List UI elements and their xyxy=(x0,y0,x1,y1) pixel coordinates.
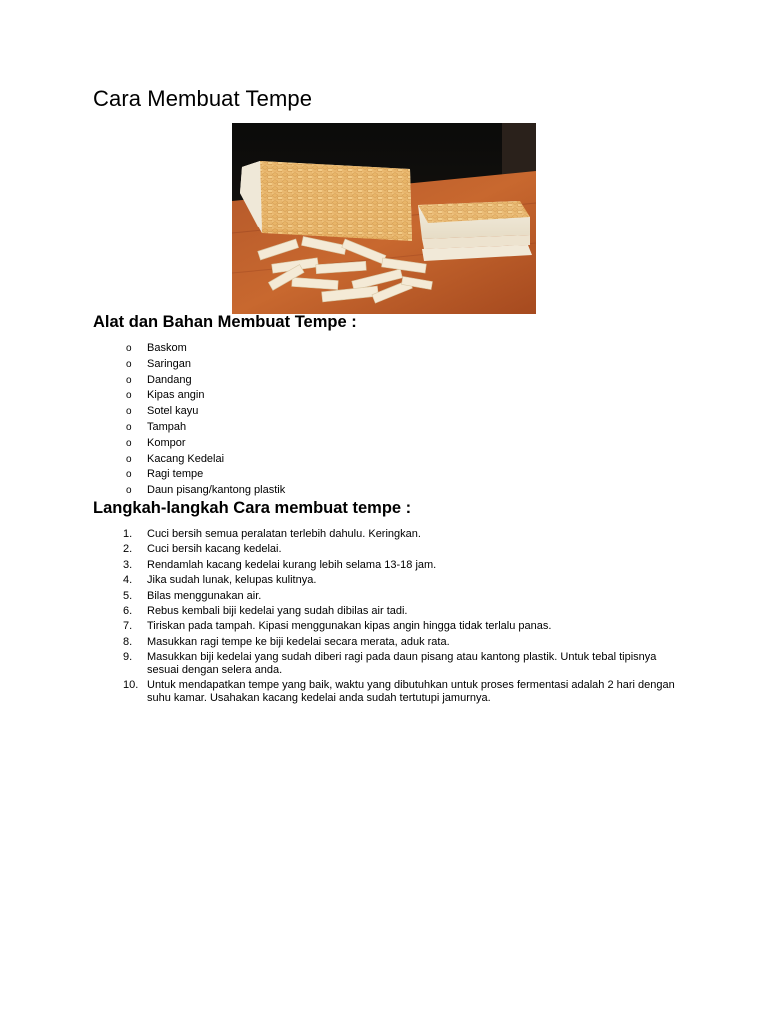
step-text: Bilas menggunakan air. xyxy=(147,589,262,602)
steps-heading: Langkah-langkah Cara membuat tempe : xyxy=(93,499,412,517)
bullet-marker: o xyxy=(126,374,132,386)
list-item-text: Kipas angin xyxy=(147,389,205,402)
bullet-marker: o xyxy=(126,437,132,449)
list-item-text: Sotel kayu xyxy=(147,405,199,418)
step-item xyxy=(123,528,683,541)
step-number: 9. xyxy=(123,651,133,664)
step-text: Masukkan ragi tempe ke biji kedelai secara merata, aduk rata. xyxy=(147,635,450,648)
list-item-text: Kacang Kedelai xyxy=(147,452,225,465)
step-item xyxy=(123,605,683,618)
list-item-text: Ragi tempe xyxy=(147,468,204,481)
tools-list xyxy=(126,341,285,499)
step-text: Rendamlah kacang kedelai kurang lebih selama 13-18 jam. xyxy=(147,558,437,571)
step-number: 5. xyxy=(123,589,133,602)
step-item xyxy=(123,679,683,704)
bullet-marker: o xyxy=(126,390,132,402)
steps-list xyxy=(123,528,683,707)
step-text: Rebus kembali biji kedelai yang sudah dibilas air tadi. xyxy=(147,604,408,617)
step-text: Untuk mendapatkan tempe yang baik, waktu yang dibutuhkan untuk proses fermentasi adalah 2 hari dengan suhu kamar. Usahakan kacang kedelai anda sudah tertutupi jamurnya. xyxy=(147,679,675,704)
step-number: 10. xyxy=(123,679,139,692)
step-item xyxy=(123,574,683,587)
page-title: Cara Membuat Tempe xyxy=(93,86,313,111)
bullet-marker: o xyxy=(126,421,132,433)
step-number: 1. xyxy=(123,528,133,540)
step-text: Jika sudah lunak, kelupas kulitnya. xyxy=(147,574,317,587)
step-item xyxy=(123,651,683,676)
list-item xyxy=(126,483,285,499)
step-item xyxy=(123,543,683,556)
list-item xyxy=(126,467,285,483)
list-item-text: Kompor xyxy=(147,436,186,449)
list-item xyxy=(126,357,285,373)
step-number: 8. xyxy=(123,635,133,648)
step-number: 4. xyxy=(123,574,133,587)
step-text: Cuci bersih semua peralatan terlebih dahulu. Keringkan. xyxy=(147,528,421,540)
list-item-text: Dandang xyxy=(147,373,192,386)
list-item xyxy=(126,436,285,452)
step-number: 2. xyxy=(123,543,133,556)
list-item-text: Daun pisang/kantong plastik xyxy=(147,484,286,497)
bullet-marker: o xyxy=(126,343,132,354)
list-item xyxy=(126,373,285,389)
step-number: 7. xyxy=(123,620,133,633)
list-item xyxy=(126,452,285,468)
bullet-marker: o xyxy=(126,469,132,481)
step-text: Cuci bersih kacang kedelai. xyxy=(147,543,282,556)
step-item xyxy=(123,559,683,572)
bullet-marker: o xyxy=(126,453,132,465)
list-item xyxy=(126,404,285,420)
list-item-text: Saringan xyxy=(147,357,192,370)
bullet-marker: o xyxy=(126,406,132,418)
list-item xyxy=(126,420,285,436)
tools-heading: Alat dan Bahan Membuat Tempe : xyxy=(93,313,357,331)
list-item-text: Tampah xyxy=(147,420,187,433)
tempe-photo xyxy=(232,123,536,314)
bullet-marker: o xyxy=(126,485,132,497)
list-item xyxy=(126,341,285,357)
step-item xyxy=(123,590,683,603)
step-text: Masukkan biji kedelai yang sudah diberi ragi pada daun pisang atau kantong plastik. Untuk tebal tipisnya sesuai dengan selera anda. xyxy=(147,651,657,676)
list-item-text: Baskom xyxy=(147,342,187,354)
step-item xyxy=(123,620,683,633)
step-number: 6. xyxy=(123,604,133,617)
step-number: 3. xyxy=(123,558,133,571)
step-item xyxy=(123,636,683,649)
bullet-marker: o xyxy=(126,358,132,370)
step-text: Tiriskan pada tampah. Kipasi menggunakan kipas angin hingga tidak terlalu panas. xyxy=(147,620,552,633)
list-item xyxy=(126,388,285,404)
